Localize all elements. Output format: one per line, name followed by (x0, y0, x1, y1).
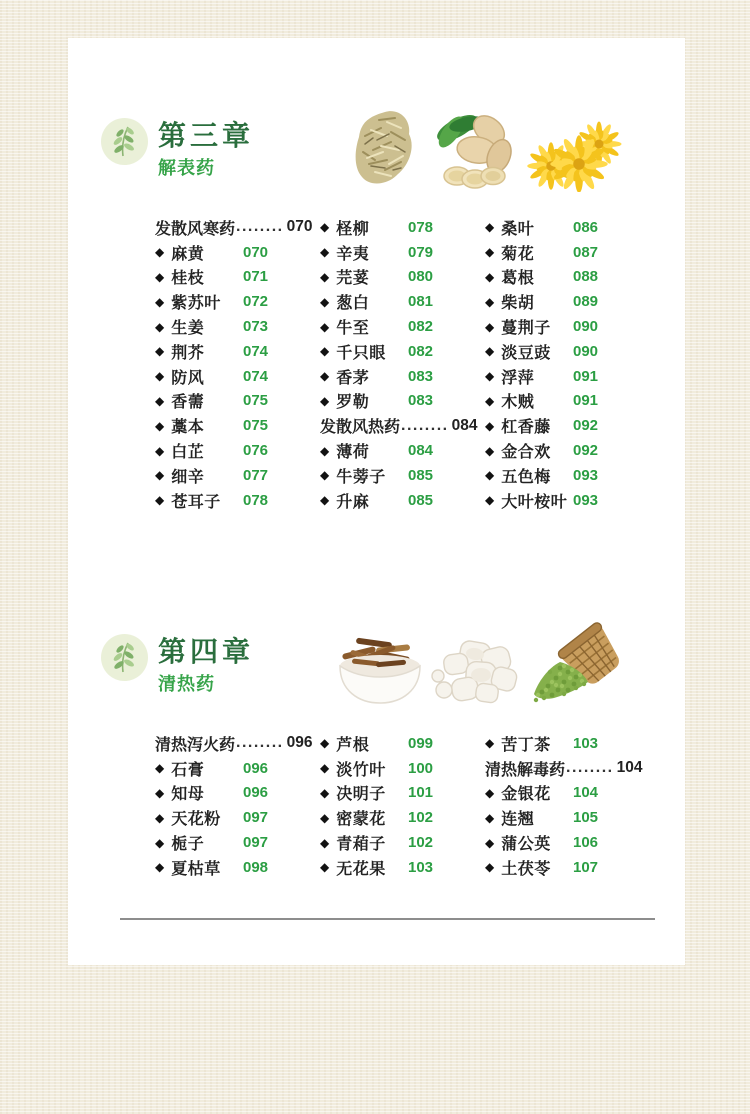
toc-item (485, 731, 635, 756)
herb-name: 栀子 (171, 836, 205, 854)
section-page-number: 084 (451, 416, 478, 434)
herb-entry (320, 781, 408, 804)
herb-name: 木贼 (501, 394, 535, 412)
page-number: 070 (243, 243, 269, 261)
page-number: 085 (408, 466, 434, 484)
chapter-4-title: 第四章 (158, 636, 255, 667)
herb-name: 生姜 (171, 320, 205, 338)
herb-name: 蒲公英 (501, 836, 551, 854)
page-number: 083 (408, 392, 434, 410)
page-number: 091 (573, 367, 599, 385)
page-number: 085 (408, 491, 434, 509)
herb-entry (155, 290, 243, 313)
page-number: 077 (243, 466, 269, 484)
herb-name: 柽柳 (336, 220, 370, 238)
footer-divider-rule (120, 918, 655, 920)
toc-item (155, 805, 305, 830)
diamond-bullet-icon: ◆ (485, 418, 495, 433)
herb-entry (320, 241, 408, 264)
toc-item (320, 855, 470, 880)
page-number: 102 (408, 834, 434, 852)
toc-item (155, 289, 305, 314)
page-number: 098 (243, 858, 269, 876)
page-number: 074 (243, 342, 269, 360)
herb-entry (320, 757, 408, 780)
diamond-bullet-icon: ◆ (155, 835, 165, 850)
toc-item (320, 265, 470, 290)
toc-item (155, 438, 305, 463)
herb-entry (320, 806, 408, 829)
toc-column (155, 731, 313, 880)
chapter-4-subtitle: 清热药 (158, 674, 215, 694)
herb-entry (155, 464, 243, 487)
toc-section-header (155, 215, 313, 240)
section-page-number: 096 (286, 734, 313, 752)
herb-entry (320, 216, 408, 239)
herb-entry (485, 489, 573, 512)
page-number: 104 (573, 784, 599, 802)
toc-item (155, 364, 305, 389)
herb-entry (155, 806, 243, 829)
diamond-bullet-icon: ◆ (320, 393, 330, 408)
page-number: 096 (243, 784, 269, 802)
diamond-bullet-icon: ◆ (155, 369, 165, 384)
page-number: 073 (243, 318, 269, 336)
diamond-bullet-icon: ◆ (320, 860, 330, 875)
diamond-bullet-icon: ◆ (320, 810, 330, 825)
herb-entry (155, 489, 243, 512)
herb-entry (320, 290, 408, 313)
herb-entry (485, 241, 573, 264)
diamond-bullet-icon: ◆ (155, 443, 165, 458)
diamond-bullet-icon: ◆ (485, 319, 495, 334)
page-number: 088 (573, 268, 599, 286)
diamond-bullet-icon: ◆ (320, 835, 330, 850)
toc-item (320, 488, 470, 513)
chapter-3-toc (155, 215, 650, 513)
herb-name: 杠香藤 (501, 419, 551, 437)
diamond-bullet-icon: ◆ (485, 269, 495, 284)
herb-entry (485, 831, 573, 854)
herb-entry (155, 365, 243, 388)
herb-name: 决明子 (336, 786, 386, 804)
page-number: 072 (243, 293, 269, 311)
diamond-bullet-icon: ◆ (320, 294, 330, 309)
herb-name: 芦根 (336, 736, 370, 754)
chapter-4-toc (155, 731, 650, 880)
herb-entry (485, 464, 573, 487)
herb-entry (320, 389, 408, 412)
herb-entry (320, 365, 408, 388)
diamond-bullet-icon: ◆ (320, 468, 330, 483)
page-number: 097 (243, 809, 269, 827)
herb-name: 连翘 (501, 811, 535, 829)
toc-item (320, 805, 470, 830)
herb-name: 升麻 (336, 493, 370, 511)
herb-entry (485, 315, 573, 338)
diamond-bullet-icon: ◆ (320, 319, 330, 334)
herb-entry (320, 831, 408, 854)
toc-item (320, 240, 470, 265)
toc-item (155, 781, 305, 806)
diamond-bullet-icon: ◆ (320, 785, 330, 800)
diamond-bullet-icon: ◆ (485, 493, 495, 508)
page-number: 093 (573, 466, 599, 484)
diamond-bullet-icon: ◆ (485, 860, 495, 875)
page-number: 105 (573, 809, 599, 827)
herb-name: 白芷 (171, 444, 205, 462)
diamond-bullet-icon: ◆ (485, 245, 495, 260)
diamond-bullet-icon: ◆ (485, 393, 495, 408)
toc-item (155, 463, 305, 488)
herb-entry (485, 732, 573, 755)
page-number: 078 (408, 218, 434, 236)
herb-name: 桑叶 (501, 220, 535, 238)
herb-entry (320, 489, 408, 512)
page-number: 092 (573, 442, 599, 460)
herb-name: 苍耳子 (171, 493, 221, 511)
diamond-bullet-icon: ◆ (485, 736, 495, 751)
chapter-3-illustrations (336, 100, 624, 192)
herb-name: 土茯苓 (501, 860, 551, 878)
toc-item (485, 314, 635, 339)
dot-leader: ........ (401, 416, 449, 434)
page-number: 080 (408, 268, 434, 286)
diamond-bullet-icon: ◆ (320, 443, 330, 458)
herb-entry (155, 315, 243, 338)
herb-name: 罗勒 (336, 394, 370, 412)
basket-of-mung-beans-image (530, 622, 624, 708)
page-number: 083 (408, 367, 434, 385)
herb-name: 细辛 (171, 468, 205, 486)
toc-section-header (320, 413, 478, 438)
toc-item (320, 438, 470, 463)
page-number: 084 (408, 442, 434, 460)
toc-column (320, 215, 478, 513)
toc-item (155, 488, 305, 513)
herb-name: 葛根 (501, 270, 535, 288)
page-number: 107 (573, 858, 599, 876)
chapter-3-section (68, 98, 685, 598)
herb-name: 蔓荆子 (501, 320, 551, 338)
diamond-bullet-icon: ◆ (485, 835, 495, 850)
toc-section-header (155, 731, 313, 756)
herb-name: 天花粉 (171, 811, 221, 829)
herb-entry (320, 856, 408, 879)
diamond-bullet-icon: ◆ (155, 418, 165, 433)
diamond-bullet-icon: ◆ (155, 245, 165, 260)
herb-name: 辛夷 (336, 245, 370, 263)
page-number: 103 (408, 858, 434, 876)
toc-item (485, 240, 635, 265)
herb-entry (485, 216, 573, 239)
herb-entry (320, 732, 408, 755)
page-number: 097 (243, 834, 269, 852)
herb-entry (155, 757, 243, 780)
diamond-bullet-icon: ◆ (155, 393, 165, 408)
toc-item (320, 339, 470, 364)
diamond-bullet-icon: ◆ (155, 493, 165, 508)
bowl-of-dried-roots-image (336, 628, 424, 708)
toc-item (155, 830, 305, 855)
herb-name: 菊花 (501, 245, 535, 263)
toc-item (485, 389, 635, 414)
chapter-4-illustrations (336, 616, 624, 708)
page-number: 089 (573, 293, 599, 311)
diamond-bullet-icon: ◆ (485, 785, 495, 800)
section-page-number: 070 (286, 218, 313, 236)
diamond-bullet-icon: ◆ (320, 269, 330, 284)
toc-item (155, 413, 305, 438)
toc-item (320, 289, 470, 314)
toc-column (320, 731, 470, 880)
page-number: 106 (573, 834, 599, 852)
toc-item (485, 339, 635, 364)
dried-honeysuckle-pile-image (351, 106, 419, 192)
toc-column (485, 731, 643, 880)
toc-item (485, 830, 635, 855)
herb-name: 藁本 (171, 419, 205, 437)
toc-item (155, 389, 305, 414)
page-number: 096 (243, 759, 269, 777)
toc-item (485, 488, 635, 513)
toc-item (155, 265, 305, 290)
toc-item (485, 413, 635, 438)
herb-entry (155, 414, 243, 437)
diamond-bullet-icon: ◆ (320, 761, 330, 776)
toc-item (155, 314, 305, 339)
herb-name: 密蒙花 (336, 811, 386, 829)
herb-name: 石膏 (171, 761, 205, 779)
herb-name: 浮萍 (501, 369, 535, 387)
toc-item (320, 731, 470, 756)
page-number: 099 (408, 734, 434, 752)
herb-name: 淡竹叶 (336, 761, 386, 779)
herb-entry (155, 340, 243, 363)
toc-item (485, 289, 635, 314)
herb-name: 淡豆豉 (501, 344, 551, 362)
toc-item (485, 215, 635, 240)
herb-entry (320, 315, 408, 338)
page-number: 087 (573, 243, 599, 261)
diamond-bullet-icon: ◆ (155, 344, 165, 359)
diamond-bullet-icon: ◆ (155, 319, 165, 334)
chapter-4-section (68, 614, 685, 1114)
page-number: 086 (573, 218, 599, 236)
toc-column (485, 215, 635, 513)
toc-item (320, 364, 470, 389)
page-number: 081 (408, 293, 434, 311)
herb-name: 牛至 (336, 320, 370, 338)
page-number: 090 (573, 342, 599, 360)
dot-leader: ........ (236, 734, 284, 752)
herb-name: 香薷 (171, 394, 205, 412)
diamond-bullet-icon: ◆ (320, 493, 330, 508)
page-number: 082 (408, 318, 434, 336)
herb-entry (155, 241, 243, 264)
herb-entry (155, 781, 243, 804)
herb-entry (485, 414, 573, 437)
toc-page (68, 38, 685, 965)
section-label: 清热泻火药 (155, 736, 236, 754)
herb-name: 千只眼 (336, 344, 386, 362)
fresh-ginger-with-leaves-image (427, 104, 519, 192)
diamond-bullet-icon: ◆ (320, 369, 330, 384)
toc-item (485, 855, 635, 880)
page-number: 079 (408, 243, 434, 261)
leaf-twig-icon (101, 118, 148, 165)
page-number: 093 (573, 491, 599, 509)
herb-name: 桂枝 (171, 270, 205, 288)
herb-name: 大叶桉叶 (501, 493, 568, 511)
herb-entry (485, 781, 573, 804)
herb-name: 芫荽 (336, 270, 370, 288)
page-number: 092 (573, 417, 599, 435)
diamond-bullet-icon: ◆ (320, 736, 330, 751)
page-number: 078 (243, 491, 269, 509)
herb-entry (485, 290, 573, 313)
diamond-bullet-icon: ◆ (485, 294, 495, 309)
page-number: 082 (408, 342, 434, 360)
diamond-bullet-icon: ◆ (485, 344, 495, 359)
toc-item (485, 364, 635, 389)
herb-entry (485, 365, 573, 388)
toc-item (485, 265, 635, 290)
page-number: 071 (243, 268, 269, 286)
diamond-bullet-icon: ◆ (155, 468, 165, 483)
herb-name: 葱白 (336, 295, 370, 313)
section-label: 发散风寒药 (155, 220, 236, 238)
herb-name: 香茅 (336, 369, 370, 387)
herb-name: 防风 (171, 369, 205, 387)
toc-item (155, 855, 305, 880)
diamond-bullet-icon: ◆ (320, 245, 330, 260)
toc-section-header (485, 756, 643, 781)
herb-entry (320, 439, 408, 462)
herb-entry (485, 439, 573, 462)
section-label: 发散风热药 (320, 419, 401, 437)
toc-item (320, 781, 470, 806)
herb-name: 夏枯草 (171, 860, 221, 878)
herb-entry (155, 831, 243, 854)
toc-item (320, 215, 470, 240)
page-number: 076 (243, 442, 269, 460)
page-number: 075 (243, 417, 269, 435)
herb-entry (155, 389, 243, 412)
page-number: 091 (573, 392, 599, 410)
herb-name: 苦丁茶 (501, 736, 551, 754)
diamond-bullet-icon: ◆ (485, 443, 495, 458)
herb-entry (155, 439, 243, 462)
diamond-bullet-icon: ◆ (485, 810, 495, 825)
herb-entry (155, 265, 243, 288)
toc-item (320, 389, 470, 414)
leaf-twig-icon (101, 634, 148, 681)
toc-item (155, 240, 305, 265)
herb-entry (485, 340, 573, 363)
page-number: 074 (243, 367, 269, 385)
diamond-bullet-icon: ◆ (485, 369, 495, 384)
herb-entry (485, 265, 573, 288)
toc-item (485, 463, 635, 488)
herb-name: 金合欢 (501, 444, 551, 462)
toc-item (155, 756, 305, 781)
yellow-chrysanthemum-flowers-image (527, 120, 624, 192)
toc-item (155, 339, 305, 364)
herb-entry (485, 856, 573, 879)
diamond-bullet-icon: ◆ (155, 785, 165, 800)
diamond-bullet-icon: ◆ (320, 344, 330, 359)
diamond-bullet-icon: ◆ (155, 860, 165, 875)
diamond-bullet-icon: ◆ (485, 468, 495, 483)
herb-name: 柴胡 (501, 295, 535, 313)
page-number: 075 (243, 392, 269, 410)
diamond-bullet-icon: ◆ (485, 220, 495, 235)
toc-item (320, 463, 470, 488)
page-number: 100 (408, 759, 434, 777)
section-label: 清热解毒药 (485, 761, 566, 779)
diamond-bullet-icon: ◆ (155, 810, 165, 825)
diamond-bullet-icon: ◆ (155, 269, 165, 284)
diamond-bullet-icon: ◆ (320, 220, 330, 235)
toc-item (485, 438, 635, 463)
herb-name: 知母 (171, 786, 205, 804)
toc-item (485, 805, 635, 830)
herb-name: 麻黄 (171, 245, 205, 263)
herb-entry (485, 389, 573, 412)
diamond-bullet-icon: ◆ (155, 761, 165, 776)
toc-item (320, 314, 470, 339)
herb-name: 薄荷 (336, 444, 370, 462)
page-number: 090 (573, 318, 599, 336)
herb-name: 荆芥 (171, 344, 205, 362)
dot-leader: ........ (566, 759, 614, 777)
page-number: 102 (408, 809, 434, 827)
herb-name: 紫苏叶 (171, 295, 221, 313)
herb-name: 牛蒡子 (336, 468, 386, 486)
page-number: 101 (408, 784, 434, 802)
herb-name: 五色梅 (501, 468, 551, 486)
herb-entry (320, 464, 408, 487)
dot-leader: ........ (236, 218, 284, 236)
toc-column (155, 215, 313, 513)
herb-name: 无花果 (336, 860, 386, 878)
toc-item (320, 830, 470, 855)
herb-name: 青葙子 (336, 836, 386, 854)
chapter-3-subtitle: 解表药 (158, 158, 215, 178)
page-number: 103 (573, 734, 599, 752)
herb-entry (320, 340, 408, 363)
toc-item (320, 756, 470, 781)
herb-entry (155, 856, 243, 879)
herb-name: 金银花 (501, 786, 551, 804)
herb-entry (320, 265, 408, 288)
section-page-number: 104 (616, 759, 643, 777)
herb-entry (485, 806, 573, 829)
chapter-3-title: 第三章 (158, 120, 255, 151)
white-herb-slices-image (430, 638, 524, 708)
diamond-bullet-icon: ◆ (155, 294, 165, 309)
toc-item (485, 781, 635, 806)
